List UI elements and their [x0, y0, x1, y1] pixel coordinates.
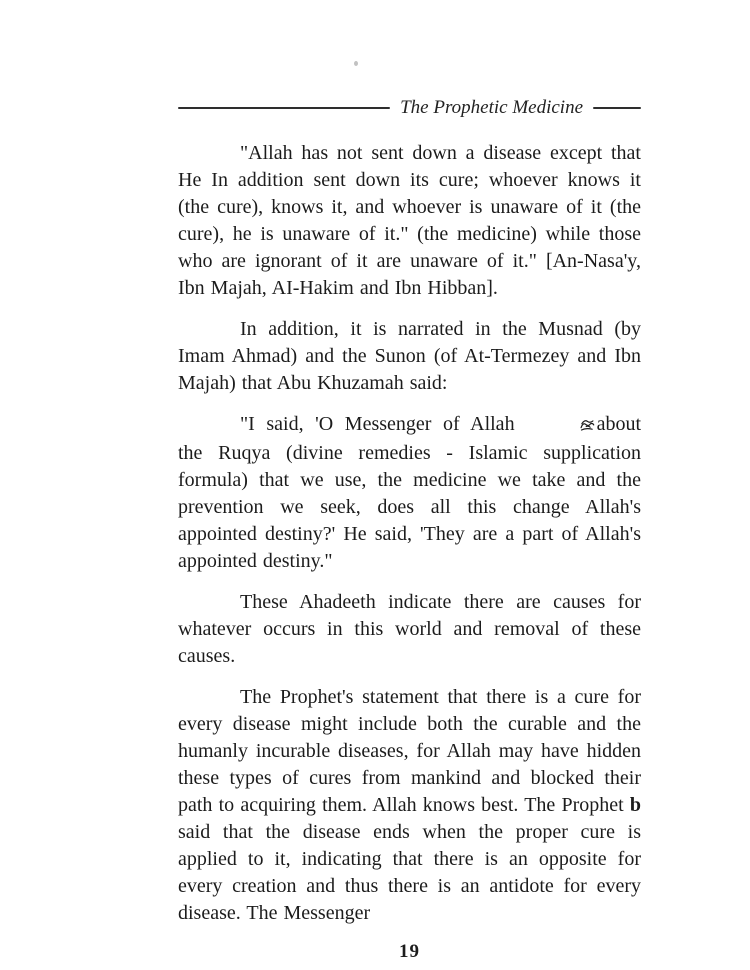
scan-artifact-dot — [354, 61, 358, 66]
header-rule-right — [593, 107, 641, 109]
sallallahu-alayhi-wa-sallam-icon — [517, 413, 595, 440]
prophet-honorific-glyph: b — [629, 794, 642, 816]
paragraph-ruqya-question-start: "I said, 'O Messenger of Allah — [240, 413, 515, 435]
text-block — [178, 96, 641, 963]
paragraph-ahadeeth-causes: These Ahadeeth indicate there are causes for whatever occurs in this world and removal of these causes. — [178, 591, 641, 667]
paragraph-musnad-narration: In addition, it is narrated in the Musnad (by Imam Ahmad) and the Sunon (of At-Termezey and Ibn Majah) that Abu Khuzamah said: — [178, 318, 641, 394]
paragraph-ruqya-question — [178, 411, 641, 575]
header-rule-left — [178, 107, 390, 109]
paragraph-cure-start: The Prophet's statement that there is a cure for every disease might include both the curable and the humanly incurable diseases, for Allah may have hidden these types of cures from mankind and blocked their path to acquiring them. Allah knows best. The Prophet — [178, 686, 641, 816]
paragraph-ruqya-question-end: about the Ruqya (divine remedies - Islamic supplication formula) that we use, the medicine we take and the prevention we seek, does all this change Allah's appointed destiny?' He said, 'They are a part of Allah's appointed destiny." — [178, 413, 641, 572]
page-number: 19 — [399, 941, 420, 962]
header-title: The Prophetic Medicine — [400, 97, 583, 118]
paragraph-cure-for-every-disease — [178, 684, 641, 927]
paragraph-cure-end: said that the disease ends when the proper cure is applied to it, indicating that there is an opposite for every creation and thus there is an antidote for every disease. The Messenger — [178, 821, 641, 924]
paragraph-hadith-cure: "Allah has not sent down a disease except that He In addition sent down its cure; whoever knows it (the cure), knows it, and whoever is unaware of it (the cure), he is unaware of it." (the medicine) while those who are ignorant of it are unaware of it." [An-Nasa'y, Ibn Majah, AI-Hakim and Ibn Hibban]. — [178, 142, 641, 299]
running-header — [178, 96, 641, 120]
